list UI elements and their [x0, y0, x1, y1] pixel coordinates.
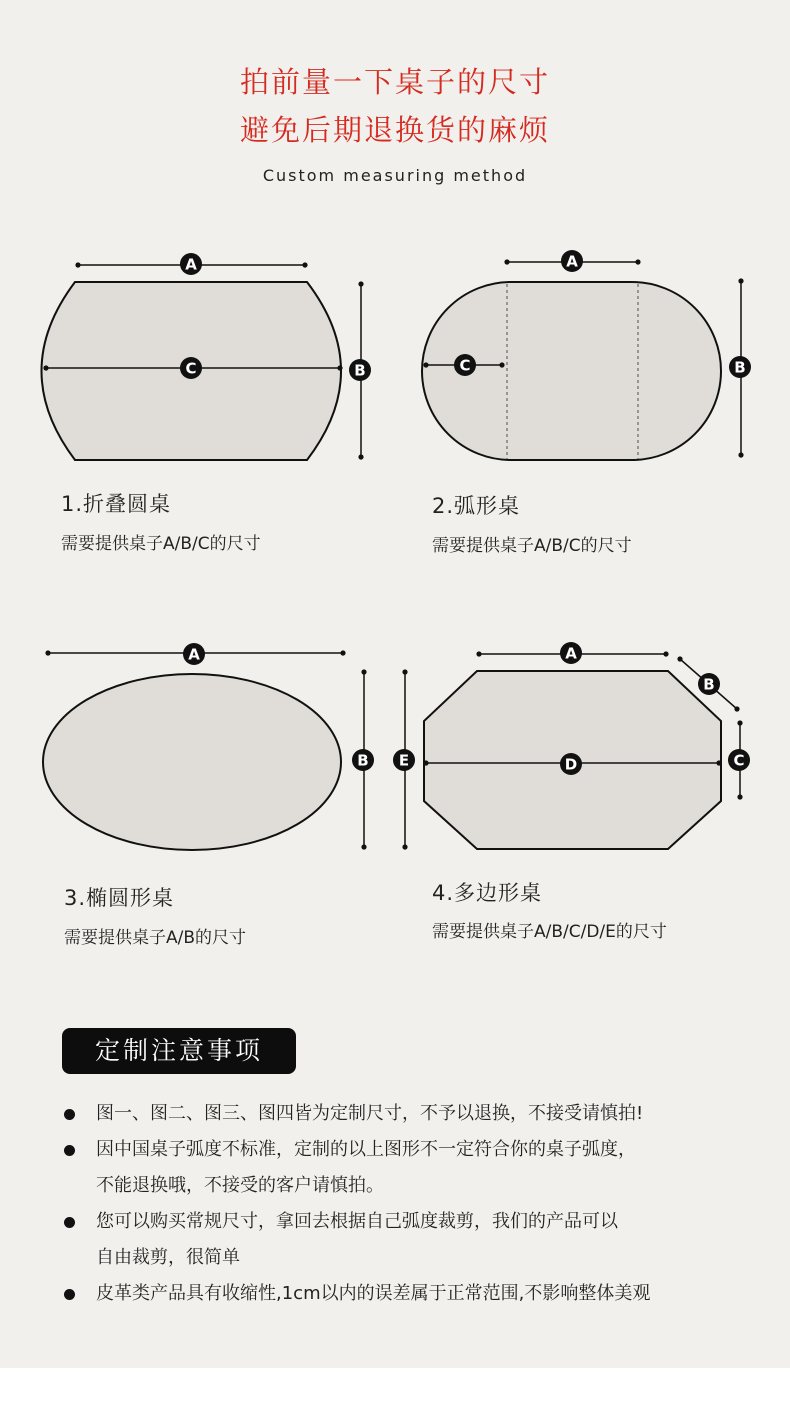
dimension-b-marker: [349, 359, 371, 381]
diagram-oval-table: [43, 643, 374, 850]
bullet-dot: [64, 1145, 75, 1156]
requirement-polygon-table: 需要提供桌子A/B/C/D/E的尺寸: [432, 922, 667, 942]
svg-text:E: E: [398, 751, 410, 770]
svg-text:D: D: [564, 755, 578, 774]
caption-oval-table: 3.椭圆形桌: [64, 886, 175, 910]
notice-item: [64, 1096, 643, 1132]
dimension-b-marker: [729, 356, 751, 378]
notice-line: 自由裁剪，很简单: [96, 1247, 240, 1268]
caption-polygon-table: 4.多边形桌: [432, 881, 543, 905]
diagram-polygon-table: [393, 642, 750, 850]
dimension-a-marker: [180, 253, 202, 275]
notice-item: [64, 1276, 650, 1312]
notice-line: 皮革类产品具有收缩性,1cm以内的误差属于正常范围,不影响整体美观: [96, 1283, 651, 1304]
svg-text:B: B: [354, 361, 366, 380]
caption-folding-round-table: 1.折叠圆桌: [61, 492, 172, 516]
svg-text:C: C: [459, 356, 471, 375]
svg-text:B: B: [357, 751, 369, 770]
notice-line: 图一、图二、图三、图四皆为定制尺寸，不予以退换，不接受请慎拍!: [96, 1103, 644, 1124]
dimension-b-marker: [698, 673, 720, 695]
dimension-c-marker: [454, 354, 476, 376]
diagram-arc-table: [422, 250, 751, 460]
dimension-c-marker: [728, 749, 750, 771]
bullet-dot: [64, 1217, 75, 1228]
svg-text:A: A: [188, 645, 200, 664]
dimension-d-marker: [560, 753, 582, 775]
svg-text:C: C: [185, 359, 197, 378]
svg-text:A: A: [185, 255, 197, 274]
svg-text:C: C: [733, 751, 745, 770]
notice-line: 不能退换哦，不接受的客户请慎拍。: [96, 1175, 384, 1196]
svg-text:B: B: [734, 358, 746, 377]
diagram-folding-round-table: [42, 253, 372, 460]
headline-line-1: 拍前量一下桌子的尺寸: [239, 65, 550, 99]
requirement-oval-table: 需要提供桌子A/B的尺寸: [64, 928, 247, 948]
notice-line: 您可以购买常规尺寸，拿回去根据自己弧度裁剪，我们的产品可以: [96, 1211, 618, 1232]
dimension-e-marker: [393, 749, 415, 771]
bullet-dot: [64, 1289, 75, 1300]
bullet-dot: [64, 1109, 75, 1120]
svg-text:B: B: [703, 675, 715, 694]
notice-heading: 定制注意事项: [62, 1028, 296, 1074]
notice-line: 因中国桌子弧度不标准，定制的以上图形不一定符合你的桌子弧度，: [96, 1139, 636, 1160]
caption-arc-table: 2.弧形桌: [432, 494, 521, 518]
dimension-a-marker: [561, 250, 583, 272]
svg-text:A: A: [565, 644, 577, 663]
requirement-arc-table: 需要提供桌子A/B/C的尺寸: [432, 536, 632, 556]
dimension-b-marker: [352, 749, 374, 771]
headline-subtitle: Custom measuring method: [262, 166, 528, 185]
headline-line-2: 避免后期退换货的麻烦: [239, 113, 550, 147]
notice-item: [64, 1132, 636, 1204]
requirement-folding-round-table: 需要提供桌子A/B/C的尺寸: [61, 534, 261, 554]
dimension-c-marker: [180, 357, 202, 379]
svg-text:A: A: [566, 252, 578, 271]
dimension-a-marker: [560, 642, 582, 664]
dimension-a-marker: [183, 643, 205, 665]
notice-item: [64, 1204, 618, 1276]
